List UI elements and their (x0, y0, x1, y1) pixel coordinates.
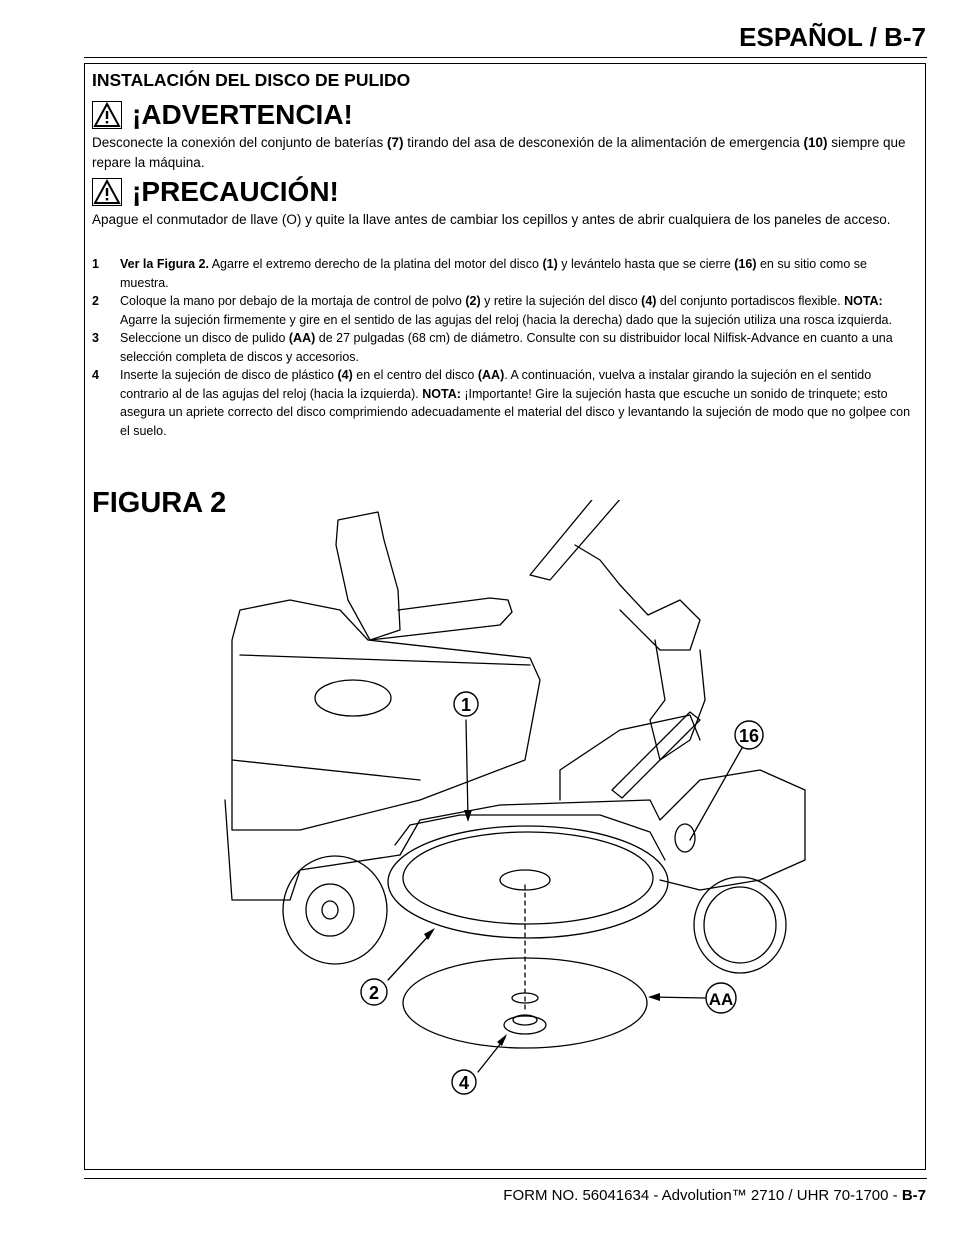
callout-1 (454, 692, 478, 716)
machine-illustration (200, 500, 840, 1100)
arrowhead-1 (464, 810, 472, 822)
step-item: 4 Inserte la sujeción de disco de plástico (4) en el centro del disco (AA). A continuación, vuelva a instalar girando la sujeción en el sentido contrario al de las agujas del reloj (hacia la izquierda). NOTA: ¡Importante! Gire la sujeción hasta que escuche un sonido de trinquete; esto asegura un apriete correcto del disco comprimiendo adecuadamente el material del disco y levantando la sujeción de modo que no golpee con el suelo. (92, 368, 911, 438)
platen-shroud (395, 815, 665, 860)
pedal-area (560, 715, 700, 800)
callout-4 (452, 1070, 476, 1094)
rear-wheel (283, 856, 387, 964)
svg-text:4: 4 (458, 1073, 470, 1093)
warning-heading: ¡ADVERTENCIA! (132, 99, 353, 130)
caution-icon (92, 178, 122, 206)
steering-wheel (530, 500, 628, 580)
section-title: INSTALACIÓN DEL DISCO DE PULIDO (92, 70, 411, 90)
body-line (240, 655, 530, 665)
step-item: 1 Ver la Figura 2. Agarre el extremo derecho de la platina del motor del disco (1) y levántelo hasta que se cierre (16) en su sitio como se muestra. (92, 257, 867, 290)
disc-platen-inner (403, 832, 653, 924)
svg-text:AA: AA (708, 990, 734, 1009)
pedal (612, 712, 700, 798)
body-oval-cutout (315, 680, 391, 716)
arrowhead-4 (497, 1034, 507, 1046)
footer: FORM NO. 56041634 - Advolution™ 2710 / UHR 70-1700 - B-7 (503, 1187, 926, 1204)
body-line (232, 760, 420, 780)
warning-text: Desconecte la conexión del conjunto de baterías (7) tirando del asa de desconexión de la alimentación de emergencia (10) siempre que repare la máquina. (92, 135, 906, 170)
caution-heading: ¡PRECAUCIÓN! (132, 176, 339, 207)
svg-text:16: 16 (738, 726, 760, 746)
warning-heading-row (92, 100, 353, 130)
header-rule (84, 57, 927, 58)
leader-16 (690, 748, 742, 840)
front-wheel-inner (704, 887, 776, 963)
caution-text: Apague el conmutador de llave (O) y quite la llave antes de cambiar los cepillos y antes de abrir cualquiera de los paneles de acceso. (92, 212, 891, 227)
caution-heading-row (92, 177, 339, 207)
svg-text:2: 2 (368, 983, 380, 1003)
leader-1 (466, 720, 468, 818)
warning-icon (92, 101, 122, 129)
page-header: ESPAÑOL / B-7 (739, 22, 926, 52)
footer-rule (84, 1178, 927, 1179)
seat-cushion (370, 598, 512, 640)
seat-back (336, 512, 400, 640)
disc-platen (388, 826, 668, 938)
rear-wheel-hub (306, 884, 354, 936)
front-wheel (694, 877, 786, 973)
step-item: 2 Coloque la mano por debajo de la mortaja de control de polvo (2) y retire la sujeción del disco (4) del conjunto portadiscos flexible. NOTA: Agarre la sujeción firmemente y gire en el sentido de las agujas del reloj (hacia la derecha) dado que la sujeción utiliza una rosca izquierda. (92, 294, 892, 327)
callout-2 (361, 979, 387, 1005)
steering-column (575, 545, 700, 650)
figure-title: FIGURA 2 (92, 487, 227, 519)
svg-text:1: 1 (460, 695, 472, 715)
callout-AA (706, 983, 736, 1013)
rear-wheel-axle (322, 901, 338, 919)
arrowhead-AA (648, 993, 660, 1001)
step-item: 3 Seleccione un disco de pulido (AA) de 27 pulgadas (68 cm) de diámetro. Consulte con su distribuidor local Nilfisk-Advance en cuanto a una selección completa de discos y accesorios. (92, 331, 893, 364)
leader-2 (388, 932, 432, 980)
lock-latch (675, 824, 695, 852)
steps-list (92, 255, 918, 440)
callout-16 (735, 721, 763, 749)
